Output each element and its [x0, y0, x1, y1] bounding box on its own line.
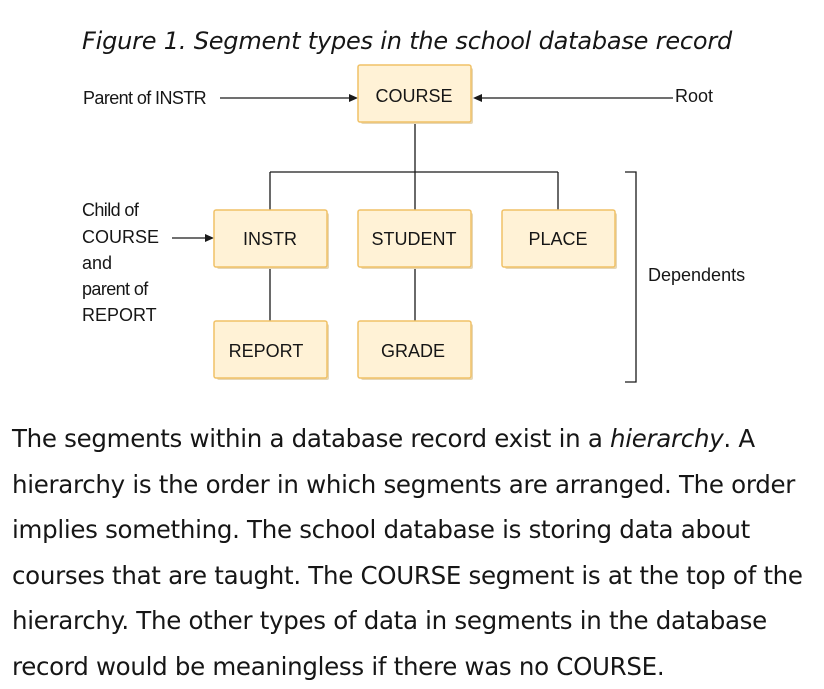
figure-title: Figure 1. Segment types in the school database record	[82, 27, 733, 55]
label-child-of-course-line-2: COURSE	[82, 227, 160, 247]
arrow-parent-of-instr-head	[349, 94, 358, 102]
body-text-rest: . A hierarchy is the order in which segments are arranged. The order implies something. The school database is storing data about courses that are taught. The COURSE segment is at the top of the hierarchy. The other types of data in segments in the database record would be meaningless if there was no COURSE.	[12, 424, 803, 681]
node-instr-label: INSTR	[243, 229, 297, 249]
term-hierarchy: hierarchy	[610, 424, 724, 453]
body-text-start: The segments within a database record exist in a	[12, 424, 611, 453]
node-course-label: COURSE	[375, 86, 453, 106]
label-child-of-course-line-1: Child of	[82, 200, 139, 220]
node-place-label: PLACE	[528, 229, 588, 249]
body-paragraph	[12, 416, 824, 689]
label-parent-of-instr: Parent of INSTR	[83, 88, 207, 108]
arrow-root-head	[473, 94, 482, 102]
label-child-of-course-line-3: and	[82, 253, 113, 273]
node-instr	[214, 210, 329, 269]
dependents-bracket	[625, 172, 636, 382]
node-grade	[358, 321, 473, 380]
node-student	[358, 210, 473, 269]
node-report-label: REPORT	[228, 341, 304, 361]
label-root: Root	[675, 86, 714, 106]
node-grade-label: GRADE	[380, 341, 446, 361]
label-dependents: Dependents	[648, 265, 746, 285]
label-child-of-course-line-4: parent of	[82, 279, 148, 299]
label-child-of-course-line-5: REPORT	[82, 305, 157, 325]
node-report	[214, 321, 329, 380]
node-course	[358, 65, 473, 124]
node-student-label: STUDENT	[371, 229, 457, 249]
label-child-of-course	[82, 200, 159, 325]
node-place	[502, 210, 617, 269]
arrow-child-of-course-head	[205, 234, 214, 242]
